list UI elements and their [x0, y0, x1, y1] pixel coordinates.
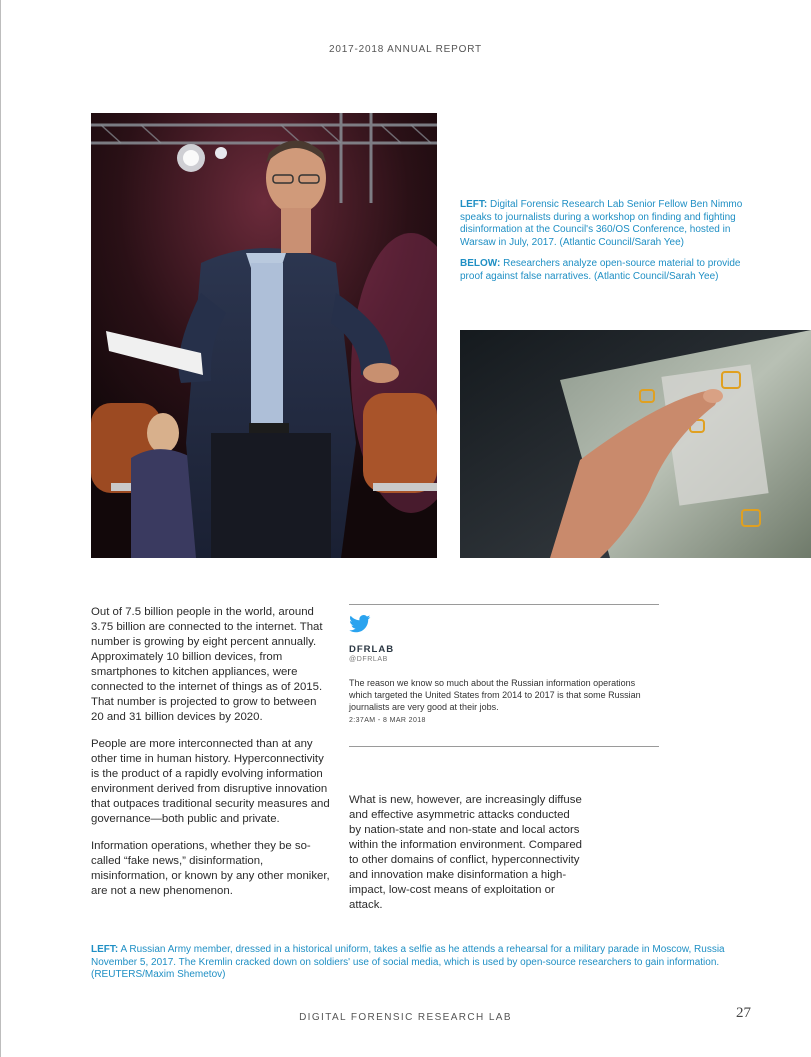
tweet-text: The reason we know so much about the Russian information operations which targeted the United States from 2014 to 2017 is that some Russian journalists are very good at their jobs. [349, 678, 641, 712]
caption-left-lead: LEFT: [460, 199, 488, 210]
body-paragraph-1: Out of 7.5 billion people in the world, around 3.75 billion are connected to the internet. That number is growing by eight percent annually. Approximately 10 billion devices, from smartphones to kitchen appliances, were connected to the internet of things as of 2015. That number is projected to grow to between 20 and 31 billion devices by 2020. [91, 606, 323, 723]
bottom-caption-text: A Russian Army member, dressed in a historical uniform, takes a selfie as he attends a rehearsal for a military parade in Moscow, Russia November 5, 2017. The Kremlin cracked down on soldiers' use of social media, which is used by open-source researchers to gain information. (REUTERS/Maxim Shemetov) [91, 944, 725, 981]
twitter-bird-icon [349, 615, 371, 633]
tweet-timestamp: 2:37AM - 8 MAR 2018 [349, 717, 426, 724]
tweet-card [349, 604, 659, 747]
body-column-right [349, 793, 584, 913]
bottom-caption [91, 944, 731, 982]
page-edge [0, 0, 1, 1057]
caption-below-lead: BELOW: [460, 258, 501, 269]
caption-below [460, 258, 750, 283]
caption-left [460, 199, 750, 249]
body-column-left [91, 605, 331, 911]
body-paragraph-4: What is new, however, are increasingly diffuse and effective asymmetric attacks conducted by nation-state and non-state and local actors within the information environment. Compared to other domains of conflict, hyperconnectivity and innovation make disinformation a high-impact, low-cost means of exploitation or attack. [349, 794, 582, 911]
tablet-photo-graphic [460, 330, 811, 558]
bottom-caption-lead: LEFT: [91, 944, 119, 955]
body-paragraph-2: People are more interconnected than at any other time in human history. Hyperconnectivity is the product of a rapidly evolving information environment derived from disruptive innovation that outpaces traditional security measures and governance—both public and private. [91, 738, 330, 825]
photo-speaker [91, 113, 437, 558]
photo-caption-block [460, 199, 750, 292]
caption-left-text: Digital Forensic Research Lab Senior Fellow Ben Nimmo speaks to journalists during a workshop on finding and fighting disinformation at the Council's 360/OS Conference, hosted in Warsaw in July, 2017. (Atlantic Council/Sarah Yee) [460, 199, 743, 248]
footer-title: DIGITAL FORENSIC RESEARCH LAB [299, 1012, 512, 1023]
page-number: 27 [736, 1005, 751, 1021]
tweet-handle: @DFRLAB [349, 656, 388, 663]
body-paragraph-3: Information operations, whether they be so-called “fake news,” disinformation, misinformation, or known by any other moniker, are not a new phenomenon. [91, 840, 330, 897]
tweet-account-name: DFRLAB [349, 644, 395, 655]
caption-below-text: Researchers analyze open-source material to provide proof against false narratives. (Atlantic Council/Sarah Yee) [460, 258, 741, 282]
speaker-photo-graphic [91, 113, 437, 558]
running-header: 2017-2018 ANNUAL REPORT [329, 44, 482, 55]
photo-tablet [460, 330, 811, 558]
